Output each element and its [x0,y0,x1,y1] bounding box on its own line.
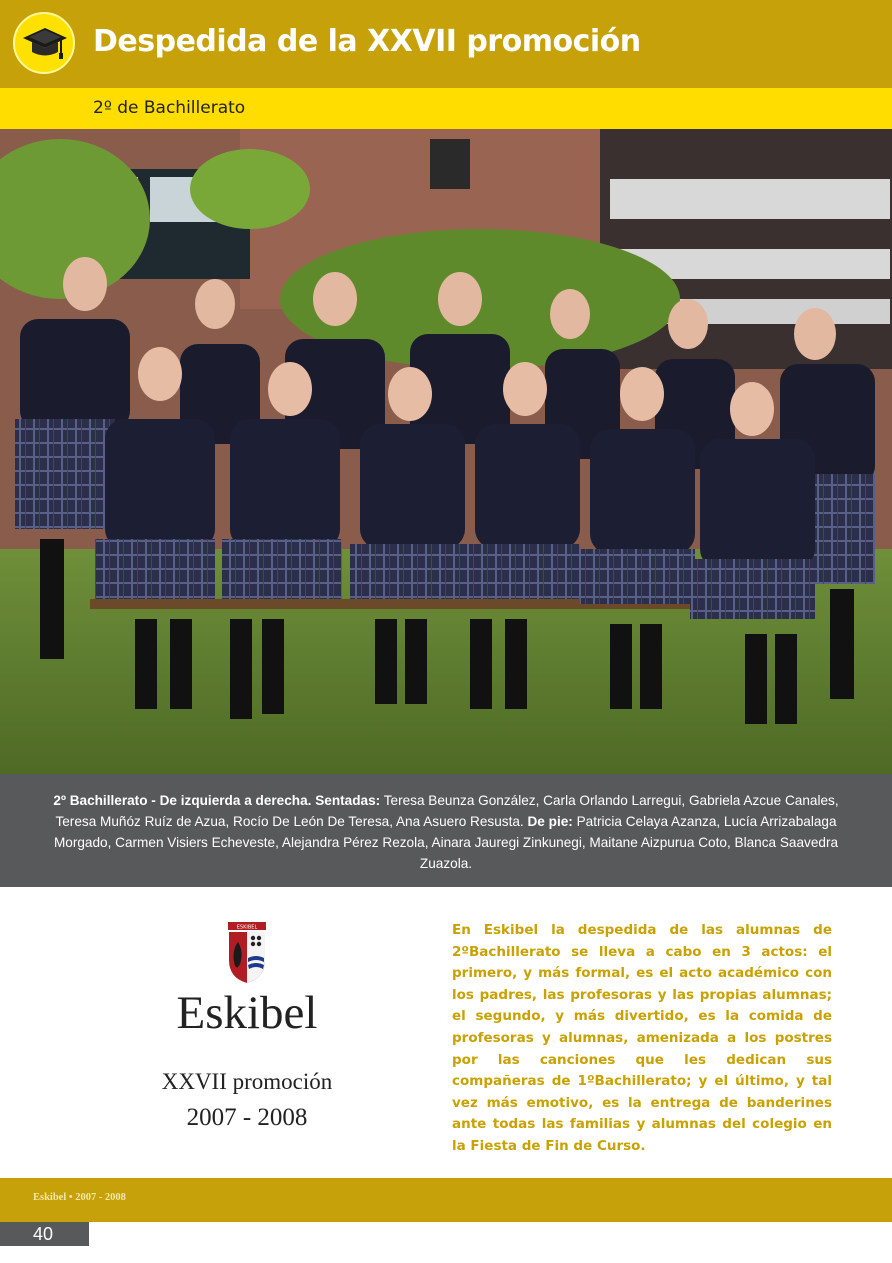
subtitle-bar [0,88,892,129]
caption-standing-names: Patricia Celaya Azanza, Lucía Arrizabalaga Morgado, Carmen Visiers Echeveste, Alejandra Pérez Rezola, Ainara Jauregi Zinkunegi, Maitane Aizpurua Coto, Blanca Saavedra Zuazola. [53,814,839,871]
footer-bar [0,1178,892,1222]
promotion-years: 2007 - 2008 [186,1104,308,1131]
page-subtitle: 2º de Bachillerato [93,98,246,118]
school-name: Eskibel [176,987,318,1039]
page-title: Despedida de la XXVII promoción [93,24,641,59]
promotion-label: XXVII promoción [161,1069,333,1094]
header-badge [13,12,75,74]
header-bar [0,0,892,88]
caption-standing-label: De pie: [527,814,573,829]
group-photo [0,129,892,774]
crest-text: ESKIBEL [236,924,258,931]
caption-lead: 2º Bachillerato - De izquierda a derecha. Sentadas: [53,793,381,808]
caption-seated-names: Teresa Beunza González, Carla Orlando Larregui, Gabriela Azcue Canales, Teresa Muñóz Ruíz de Azua, Rocío De León De Teresa, Ana Asuero Resusta. [55,793,839,829]
school-crest-icon [226,922,268,988]
graduation-cap-icon [21,24,69,64]
photo-caption [44,790,848,874]
page-number-box [0,1222,89,1246]
footer-text: Eskibel • 2007 - 2008 [33,1192,126,1203]
page-number: 40 [33,1224,54,1244]
photo-caption-box [0,774,892,887]
article-body: En Eskibel la despedida de las alumnas de 2ºBachillerato se lleva a cabo en 3 actos: el primero, y más formal, es el acto académico con los padres, las profesoras y las propias alumnas; el segundo, y más divertido, es la comida de profesoras y alumnas, amenizada a los postres por las canciones que les dedican sus compañeras de 1ºBachillerato; y el último, y tal vez más emotivo, es la entrega de banderines ante todas las familias y alumnas del colegio en la Fiesta de Fin de Curso. [452,922,832,1154]
